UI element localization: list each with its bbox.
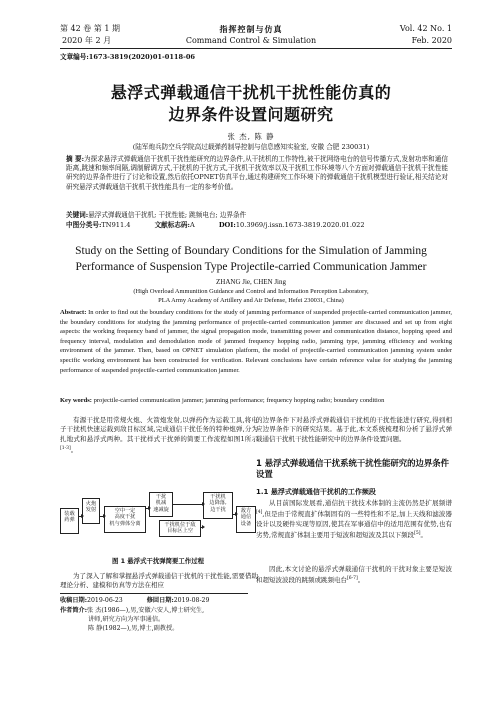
header-rule — [60, 48, 452, 49]
date-cn: 2020 年 2 月 — [62, 36, 112, 45]
flow-box-separate-label: 空中一定 高度干扰 机与弹体分离 — [109, 508, 141, 527]
flow-arrow-2 — [99, 516, 103, 517]
s11-text-a: 从目前国际发展看,通信抗干扰技术体制的主流仍然是扩展频谱 — [269, 499, 452, 507]
revised-date: 2019-08-29 — [173, 597, 210, 604]
keywords-en-text: projectile-carried communication jammer; jamming performance; frequency hopping radio; boundary condition — [93, 397, 385, 404]
volume-issue-cn: 第 42 卷 第 1 期 — [60, 24, 120, 33]
keywords-cn-text: 悬浮式弹载通信干扰机; 干扰性能; 跳频电台; 边界条件 — [88, 211, 247, 219]
flow-box-separate — [104, 506, 146, 533]
flow-arrow-6 — [232, 514, 235, 515]
doi-value: 10.3969/j.issn.1673-3819.2020.01.022 — [235, 221, 365, 229]
s11-ref-a: [4] — [256, 510, 263, 516]
flow-box-enemy-comms-label: 敌方 通信 设备 — [240, 508, 252, 527]
intro-ref: [1-3] — [60, 446, 71, 452]
date-en: Feb. 2020 — [411, 36, 452, 45]
abstract-cn — [66, 155, 448, 192]
authors-en: ZHANG Jie, CHEN Jing — [216, 278, 286, 286]
section-1-1-paragraph-2 — [256, 565, 452, 586]
abstract-cn-text: 为探求悬浮式弹载通信干扰机干扰性能研究的边界条件,从干扰机的工作特性,被干扰网络电台的信号传播方式,发射功率和通信距离,跳速和频率间隔,调制解调方式,干扰机的干扰方式,干扰机干扰效率以及干扰机工作环境等八个方面对弹载通信干扰机干扰性能研究的边界条件进行了讨论和设置,然后依托OPNET仿真平台,通过构建研究工作环境下的弹载通信干扰机模型进行验证,相关结论对研究悬浮式弹载通信干扰机干扰性能具有一定的参考价值。 — [66, 155, 448, 191]
abstract-en-label: Abstract: — [60, 309, 87, 316]
figure-1-caption: 图 1 悬浮式干扰弹简要工作过程 — [112, 557, 204, 565]
author-bio-label: 作者简介: — [60, 607, 88, 614]
received-date: 2019-06-23 — [87, 597, 123, 604]
s11-ref-d: [6-7] — [347, 576, 358, 582]
keywords-en — [60, 396, 452, 405]
flow-box-fire-label: 火炮 发射 — [85, 501, 97, 514]
doi-label: DOI: — [218, 221, 236, 229]
flow-box-descend-jam — [203, 492, 233, 519]
section-1-1-paragraph-1 — [256, 499, 452, 541]
affiliation-cn: (陆军炮兵防空兵学院高过载弹药制导控制与信息感知实验室, 安徽 合肥 230031) — [132, 143, 370, 151]
doc-code-value: A — [189, 221, 195, 229]
s11-ref-b: [5] — [414, 531, 421, 537]
flow-box-load — [60, 508, 79, 534]
intro-end: 。 — [70, 446, 78, 455]
flow-arrow-5 — [200, 527, 202, 528]
intro-text: 有源干扰是用常规火炮、火箭炮发射,以弹药作为运载工具,将电子干扰机快速运载到敌目标区域,完成通信干扰任务的特种炮弹,分为扎地式和悬浮式两种。其干扰样式干扰弹的简要工作流程如图1所示 — [60, 416, 258, 443]
article-number: 文章编号:1673-3819(2020)01-0118-06 — [60, 53, 196, 61]
affiliation-en-line1: (High Overload Ammunition Guidance and Control and Information Perception Laboratory, — [133, 288, 369, 295]
affiliation-en-line2: PLA Army Academy of Artillery and Air Defense, Hefei 230031, China) — [158, 297, 344, 304]
received-label: 收稿日期: — [60, 597, 88, 604]
figure-1-flowchart — [60, 490, 256, 550]
flow-box-fire — [82, 498, 100, 524]
title-cn-line2: 边界条件设置问题研究 — [168, 105, 334, 124]
keywords-en-label: Key words: — [60, 397, 92, 404]
volume-issue-en: Vol. 42 No. 1 — [399, 24, 452, 33]
footnote-author1 — [60, 606, 256, 615]
keywords-cn-label: 关键词: — [66, 211, 89, 219]
flow-arrow-4 — [172, 504, 202, 505]
authors-cn: 张 杰, 陈 静 — [227, 132, 275, 141]
s11-text-b: ,但是由于常规直扩体制固有的一些特性和不足,加上天线和滤波器设计以及硬件实现等原因,使其在军事通信中的适用范围有优势,也有劣势,常规直扩体制主要用于短波和超短波及其以下频段 — [256, 510, 452, 540]
section-1-heading: 1 悬浮式弹载通信干扰系统干扰性能研究的边界条件设置 — [256, 458, 449, 479]
journal-name-cn: 指挥控制与仿真 — [219, 24, 283, 34]
flow-box-decelerate-label: 干扰 机减 速减旋 — [153, 494, 169, 513]
flow-box-enemy-comms — [236, 506, 256, 533]
s11-text-d: 因此,本文讨论的悬浮式弹载通信干扰机的干扰对象主要是短波和超短波波段的跳频或跳频电台 — [256, 565, 452, 585]
author1-bio: 张 杰(1986—),男,安徽六安人,博士研究生, — [87, 607, 205, 614]
flow-arrow-3 — [145, 508, 148, 509]
intro-paragraph — [60, 416, 258, 456]
footnote-author2: 陈 静(1982—),男,博士,副教授。 — [88, 625, 179, 632]
revised-label: 修回日期: — [146, 597, 174, 604]
clc-value: TN911.4 — [101, 221, 131, 229]
abstract-en-text: In order to find out the boundary conditions for the study of jamming performance of suspended projectile-carried communication jammer, the boundary conditions for studying the jamming performance of projectile-carried communication jammer are discussed and set up from eight aspects: the working frequency band of jammer, the signal propagation mode, transmitting power and communication distance, hopping speed and frequency interval, modulation and demodulation mode of jammed frequency hopping radio, jamming type, jamming efficiency and working environment of the jammer. Then, based on OPNET simulation platform, the model of projectile-carried communication jamming system under specific working environment has been constructed for verification. Relevant conclusions have certain reference value for studying the jamming performance of suspended projectile-carried communication jammer. — [60, 309, 452, 374]
s11-text-e: 。 — [357, 576, 365, 585]
right-intro-paragraph: 的边界条件下对悬浮式弹载通信干扰机的干扰性能进行研究,得到相应边界条件下的研究结果。基于此,本文系统梳理和分析了悬浮式弹载通信干扰机干扰性能研究中的边界条件设置问题。 — [256, 416, 452, 443]
footnote-rule — [60, 593, 248, 594]
section-1-1-heading: 1.1 悬浮式弹载通信干扰机的工作频段 — [256, 488, 376, 496]
after-figure-paragraph: 为了深入了解和掌握悬浮式弹载通信干扰机的干扰性能,需要借助理论分析、建模和仿真等方法在相应 — [60, 572, 258, 590]
flow-box-load-label: 装载 药弹 — [64, 511, 75, 524]
clc-label: 中图分类号: — [66, 221, 102, 229]
footnote-dates — [60, 596, 256, 605]
flow-box-over-target-label: 干扰机位于敌 目标区上空 — [164, 522, 196, 535]
s11-text-c: 。 — [420, 531, 427, 540]
flow-box-decelerate — [149, 492, 173, 517]
flow-arrow-1 — [78, 516, 81, 517]
journal-name-en: Command Control & Simulation — [185, 36, 317, 45]
title-en-line2: Performance of Suspension Type Projectile-carried Communication Jammer — [75, 261, 427, 273]
keywords-cn — [66, 211, 448, 220]
footnote-author1b: 讲师,研究方向为军事通信。 — [88, 616, 165, 623]
classification-line — [66, 221, 448, 230]
abstract-en — [60, 308, 452, 375]
title-cn-line1: 悬浮式弹载通信干扰机干扰性能仿真的 — [110, 83, 392, 102]
title-en-line1: Study on the Setting of Boundary Conditions for the Simulation of Jamming — [75, 245, 427, 257]
doc-code-label: 文献标志码: — [154, 221, 190, 229]
abstract-cn-label: 摘 要: — [66, 155, 85, 163]
flow-box-descend-jam-label: 干扰机 边降落, 边干扰 — [209, 494, 227, 513]
flow-box-over-target — [159, 520, 201, 537]
